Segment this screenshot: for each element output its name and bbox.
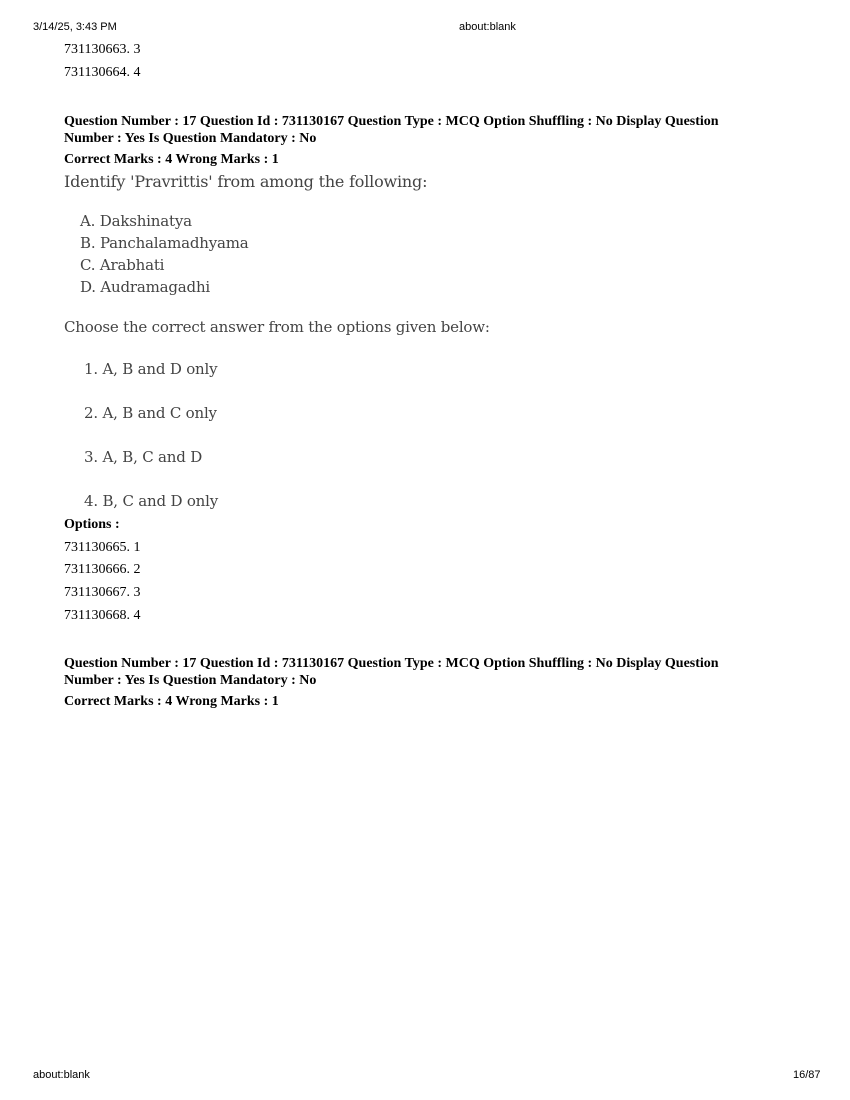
print-datetime: 3/14/25, 3:43 PM (33, 21, 117, 33)
print-footer-url: about:blank (33, 1069, 90, 1081)
option-2: 731130666. 2 (64, 562, 141, 577)
answer-choice-3: 3. A, B, C and D (84, 448, 203, 466)
options-label: Options : (64, 517, 120, 532)
print-title: about:blank (459, 21, 516, 33)
question-marks: Correct Marks : 4 Wrong Marks : 1 (64, 152, 279, 167)
answer-choice-2: 2. A, B and C only (84, 404, 217, 422)
answer-choice-1: 1. A, B and D only (84, 360, 218, 378)
question-instruction: Choose the correct answer from the options given below: (64, 318, 490, 336)
answer-choice-4: 4. B, C and D only (84, 492, 219, 510)
option-3: 731130667. 3 (64, 585, 141, 600)
question-item-c: C. Arabhati (80, 256, 165, 274)
question-meta-line2: Number : Yes Is Question Mandatory : No (64, 131, 317, 146)
prev-option-3: 731130663. 3 (64, 42, 141, 57)
option-1: 731130665. 1 (64, 540, 141, 555)
option-4: 731130668. 4 (64, 608, 141, 623)
next-question-marks: Correct Marks : 4 Wrong Marks : 1 (64, 694, 279, 709)
question-item-d: D. Audramagadhi (80, 278, 211, 296)
next-question-meta-line1: Question Number : 17 Question Id : 731130167 Question Type : MCQ Option Shuffling : No Display Question (64, 656, 719, 671)
print-page-number: 16/87 (793, 1069, 821, 1081)
next-question-meta-line2: Number : Yes Is Question Mandatory : No (64, 673, 317, 688)
question-meta-line1: Question Number : 17 Question Id : 731130167 Question Type : MCQ Option Shuffling : No Display Question (64, 114, 719, 129)
question-stem: Identify 'Pravrittis' from among the following: (64, 172, 428, 191)
question-item-a: A. Dakshinatya (80, 212, 192, 230)
prev-option-4: 731130664. 4 (64, 65, 141, 80)
question-item-b: B. Panchalamadhyama (80, 234, 249, 252)
